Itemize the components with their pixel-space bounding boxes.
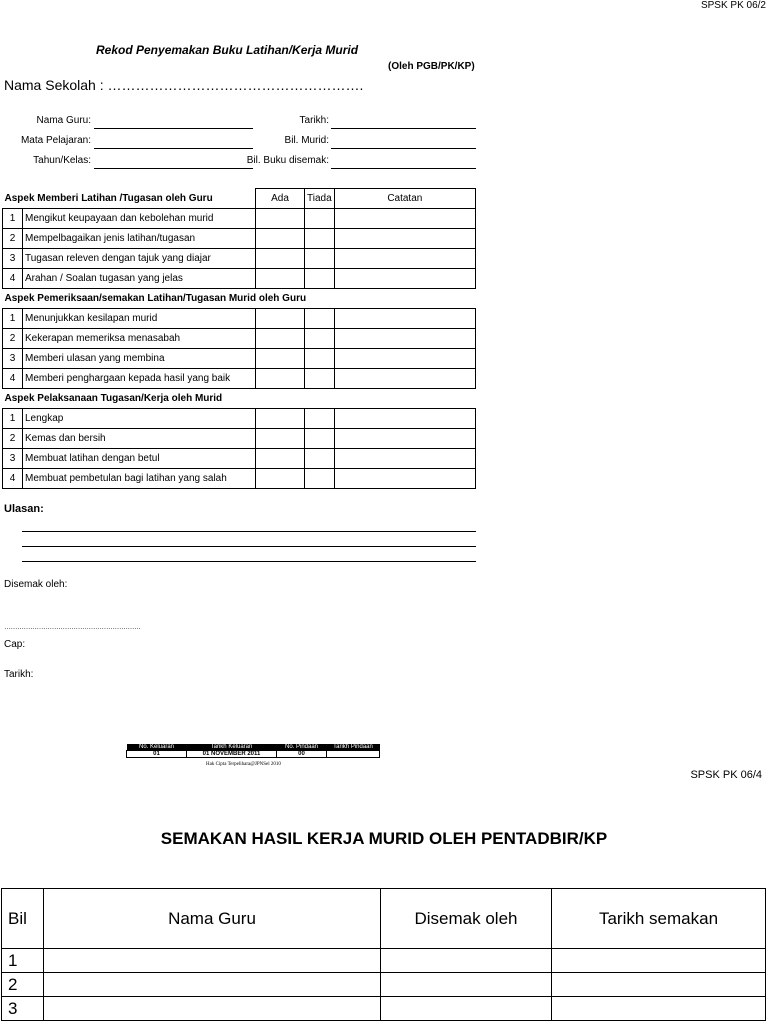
bil-murid-field[interactable] (331, 148, 476, 149)
row-number: 2 (3, 229, 23, 249)
row-criterion: Membuat pembetulan bagi latihan yang salah (23, 469, 256, 489)
form2-code: SPSK PK 06/4 (690, 769, 762, 781)
row-number: 2 (3, 329, 23, 349)
col-nama-guru: Nama Guru (44, 889, 381, 949)
revision-table (126, 744, 380, 758)
row-criterion: Menunjukkan kesilapan murid (23, 309, 256, 329)
disemak-oleh-cell[interactable] (381, 949, 552, 973)
checklist-row (3, 369, 476, 389)
mata-pelajaran-field[interactable] (94, 148, 253, 149)
catatan-cell[interactable] (334, 249, 475, 269)
tiada-cell[interactable] (305, 469, 335, 489)
row-number: 4 (3, 469, 23, 489)
row-criterion: Memberi ulasan yang membina (23, 349, 256, 369)
catatan-cell[interactable] (334, 429, 475, 449)
tarikh-sign-label: Tarikh: (4, 669, 34, 680)
row-criterion: Memberi penghargaan kepada hasil yang baik (23, 369, 256, 389)
tiada-cell[interactable] (305, 249, 335, 269)
tiada-cell[interactable] (305, 209, 335, 229)
tarikh-field[interactable] (331, 128, 476, 129)
tiada-cell[interactable] (305, 329, 335, 349)
tahun-kelas-label: Tahun/Kelas: (33, 155, 91, 166)
checklist-row (3, 449, 476, 469)
section-title: Aspek Memberi Latihan /Tugasan oleh Guru (3, 189, 256, 209)
ulasan-line[interactable] (22, 561, 476, 562)
catatan-cell[interactable] (334, 409, 475, 429)
checklist-row (3, 469, 476, 489)
tarikh-semakan-cell[interactable] (552, 973, 766, 997)
section-header-row (3, 289, 476, 309)
tiada-cell[interactable] (305, 269, 335, 289)
cap-label: Cap: (4, 639, 26, 650)
section-header-row (3, 389, 476, 409)
row-number: 3 (3, 249, 23, 269)
col-disemak-oleh: Disemak oleh (381, 889, 552, 949)
checklist-row (3, 209, 476, 229)
form2-title: SEMAKAN HASIL KERJA MURID OLEH PENTADBIR/KP (160, 829, 608, 848)
nama-guru-cell[interactable] (44, 997, 381, 1021)
row-number: 1 (3, 409, 23, 429)
form-title: Rekod Penyemakan Buku Latihan/Kerja Murid (96, 43, 359, 57)
semakan-row (2, 997, 766, 1021)
checklist-row (3, 249, 476, 269)
tiada-cell[interactable] (305, 309, 335, 329)
row-criterion: Kemas dan bersih (23, 429, 256, 449)
row-number: 1 (3, 209, 23, 229)
row-number: 2 (3, 429, 23, 449)
school-name-label: Nama Sekolah : ………………………………………………. (4, 77, 364, 93)
ada-cell[interactable] (256, 329, 305, 349)
tiada-cell[interactable] (305, 229, 335, 249)
col-ada: Ada (256, 189, 305, 209)
ulasan-line[interactable] (22, 531, 476, 532)
tiada-cell[interactable] (305, 409, 335, 429)
catatan-cell[interactable] (334, 369, 475, 389)
col-tarikh-semakan: Tarikh semakan (552, 889, 766, 949)
row-number: 1 (3, 309, 23, 329)
col-catatan: Catatan (334, 189, 475, 209)
checklist-row (3, 429, 476, 449)
row-criterion: Tugasan releven dengan tajuk yang diajar (23, 249, 256, 269)
row-number: 3 (3, 349, 23, 369)
checklist-row (3, 269, 476, 289)
rev-header: Tarikh Pindaan (333, 744, 373, 750)
tarikh-semakan-cell[interactable] (552, 949, 766, 973)
ulasan-line[interactable] (22, 546, 476, 547)
row-criterion: Mengikut keupayaan dan kebolehan murid (23, 209, 256, 229)
tiada-cell[interactable] (305, 429, 335, 449)
rev-value: 00 (277, 751, 327, 758)
col-bil: Bil (2, 889, 44, 949)
signature-line[interactable]: ……………………………………………………… (4, 624, 141, 631)
ada-cell[interactable] (256, 229, 305, 249)
nama-guru-field[interactable] (94, 128, 253, 129)
tiada-cell[interactable] (305, 349, 335, 369)
semakan-header-row (2, 889, 766, 949)
rev-value: 01 NOVEMBER 2011 (187, 751, 277, 758)
ada-cell[interactable] (256, 409, 305, 429)
nama-guru-label: Nama Guru: (36, 115, 91, 126)
nama-guru-cell[interactable] (44, 949, 381, 973)
tarikh-semakan-cell[interactable] (552, 997, 766, 1021)
catatan-cell[interactable] (334, 209, 475, 229)
row-criterion: Arahan / Soalan tugasan yang jelas (23, 269, 256, 289)
bil-cell: 2 (2, 973, 44, 997)
form-subtitle: (Oleh PGB/PK/KP) (388, 61, 475, 72)
checklist-row (3, 349, 476, 369)
checklist-header-row (3, 189, 476, 209)
catatan-cell[interactable] (334, 349, 475, 369)
row-number: 4 (3, 269, 23, 289)
catatan-cell[interactable] (334, 469, 475, 489)
section-title: Aspek Pemeriksaan/semakan Latihan/Tugasan Murid oleh Guru (3, 289, 476, 309)
checklist-row (3, 309, 476, 329)
ada-cell[interactable] (256, 249, 305, 269)
row-criterion: Mempelbagaikan jenis latihan/tugasan (23, 229, 256, 249)
checklist-row (3, 409, 476, 429)
nama-guru-cell[interactable] (44, 973, 381, 997)
rev-value (327, 751, 380, 758)
semakan-row (2, 949, 766, 973)
section-title: Aspek Pelaksanaan Tugasan/Kerja oleh Murid (3, 389, 476, 409)
row-number: 3 (3, 449, 23, 469)
checklist-row (3, 329, 476, 349)
form-code: SPSK PK 06/2 (700, 0, 766, 11)
catatan-cell[interactable] (334, 309, 475, 329)
rev-header: Tarikh Keluaran (210, 744, 253, 750)
ada-cell[interactable] (256, 209, 305, 229)
rev-header: No. Keluaran (138, 744, 175, 750)
ada-cell[interactable] (256, 269, 305, 289)
tiada-cell[interactable] (305, 369, 335, 389)
copyright: Hak Cipta Terpelihara@JPNSel 2010 (206, 762, 281, 767)
bil-cell: 1 (2, 949, 44, 973)
ada-cell[interactable] (256, 369, 305, 389)
ada-cell[interactable] (256, 449, 305, 469)
disemak-oleh-cell[interactable] (381, 973, 552, 997)
rev-value: 01 (127, 751, 187, 758)
mata-pelajaran-label: Mata Pelajaran: (20, 135, 91, 146)
tarikh-label: Tarikh: (299, 115, 329, 126)
catatan-cell[interactable] (334, 229, 475, 249)
bil-buku-label: Bil. Buku disemak: (246, 155, 329, 166)
ada-cell[interactable] (256, 309, 305, 329)
row-criterion: Membuat latihan dengan betul (23, 449, 256, 469)
bil-cell: 3 (2, 997, 44, 1021)
row-criterion: Lengkap (23, 409, 256, 429)
col-tiada: Tiada (305, 189, 335, 209)
row-number: 4 (3, 369, 23, 389)
semakan-row (2, 973, 766, 997)
bil-murid-label: Bil. Murid: (284, 135, 329, 146)
tiada-cell[interactable] (305, 449, 335, 469)
catatan-cell[interactable] (334, 329, 475, 349)
ada-cell[interactable] (256, 469, 305, 489)
disemak-oleh-cell[interactable] (381, 997, 552, 1021)
bil-buku-field[interactable] (331, 168, 476, 169)
tahun-kelas-field[interactable] (94, 168, 253, 169)
semakan-table (1, 888, 766, 1021)
catatan-cell[interactable] (334, 269, 475, 289)
ulasan-label: Ulasan: (4, 503, 44, 515)
rev-header: No. Pindaan (284, 744, 319, 750)
disemak-oleh-label: Disemak oleh: (4, 579, 68, 590)
checklist-table (2, 188, 476, 489)
checklist-row (3, 229, 476, 249)
catatan-cell[interactable] (334, 449, 475, 469)
ada-cell[interactable] (256, 349, 305, 369)
row-criterion: Kekerapan memeriksa menasabah (23, 329, 256, 349)
ada-cell[interactable] (256, 429, 305, 449)
